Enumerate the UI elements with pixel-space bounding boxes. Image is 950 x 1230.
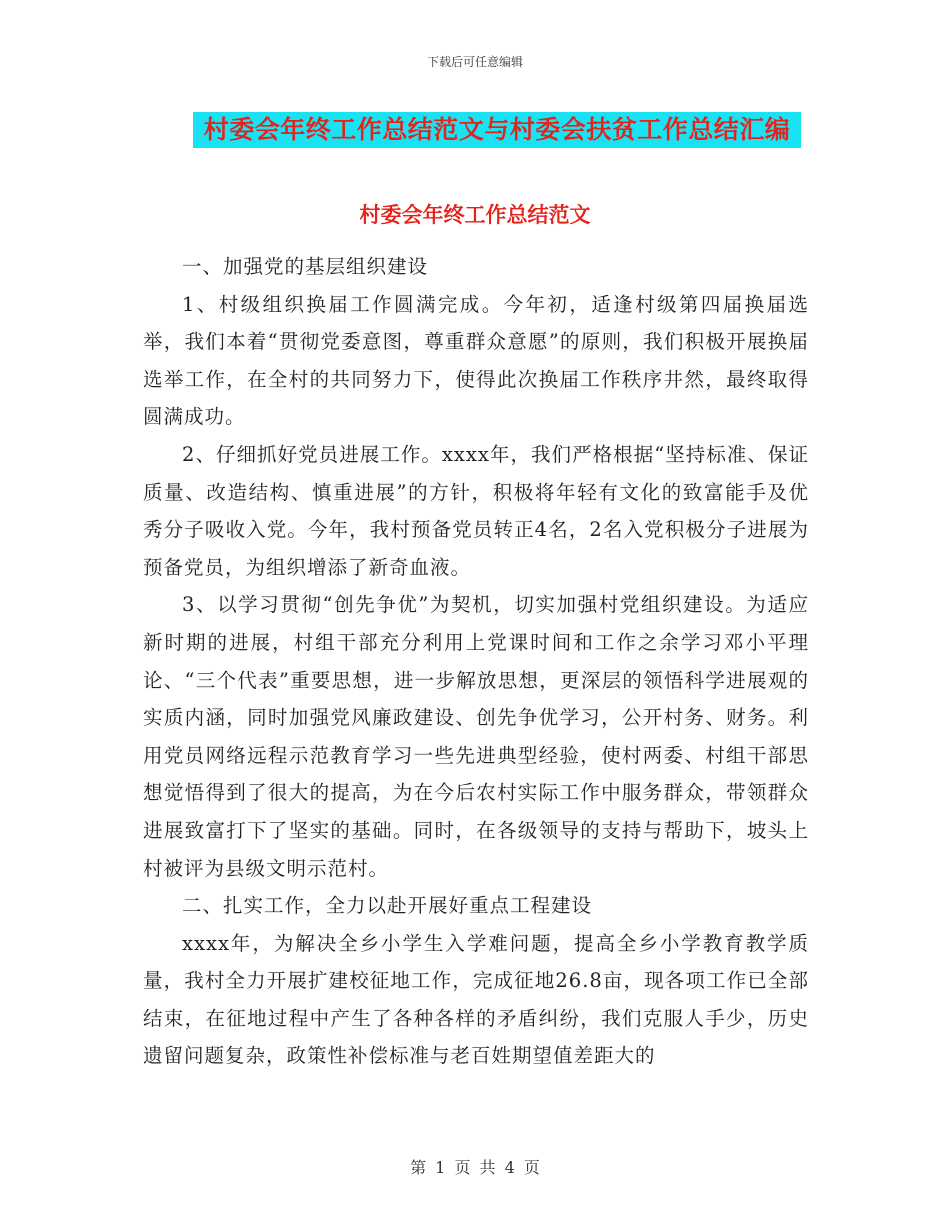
main-title: 村委会年终工作总结范文与村委会扶贫工作总结汇编 bbox=[203, 115, 791, 144]
heading-party-organization: 一、加强党的基层组织建设 bbox=[182, 255, 429, 278]
paragraph-create-excellence: 3、以学习贯彻“创先争优”为契机，切实加强村党组织建设。为适应新时期的进展，村组干部充分利用上党课时间和工作之余学习邓小平理论、“三个代表”重要思想，进一步解放思想，更深层的领悟科学进展观的实质内涵，同时加强党风廉政建设、创先争优学习，公开村务、财务。利用党员网络远程示范教育学习一些先进典型经验，使村两委、村组干部思想觉悟得到了很大的提高，为在今后农村实际工作中服务群众，带领群众进展致富打下了坚实的基础。同时，在各级领导的支持与帮助下，坡头上村被评为县级文明示范村。 bbox=[143, 593, 809, 880]
section-title: 村委会年终工作总结范文 bbox=[359, 202, 591, 227]
paragraph-election: 1、村级组织换届工作圆满完成。今年初，适逢村级第四届换届选举，我们本着“贯彻党委意图，尊重群众意愿”的原则，我们积极开展换届选举工作，在全村的共同努力下，使得此次换届工作秩序井然，最终取得圆满成功。 bbox=[143, 292, 809, 429]
document-body bbox=[143, 248, 809, 1075]
page-footer: 第 1 页 共 4 页 bbox=[410, 1158, 540, 1177]
paragraph-party-members: 2、仔细抓好党员进展工作。xxxx年，我们严格根据“坚持标准、保证质量、改造结构、慎重进展”的方针，积极将年轻有文化的致富能手及优秀分子吸收入党。今年，我村预备党员转正4名，2名入党积极分子进展为预备党员，为组织增添了新奇血液。 bbox=[143, 442, 809, 579]
main-title-highlight bbox=[193, 112, 801, 148]
paragraph-land-acquisition: xxxx年，为解决全乡小学生入学难问题，提高全乡小学教育教学质量，我村全力开展扩建校征地工作，完成征地26.8亩，现各项工作已全部结束，在征地过程中产生了各种各样的矛盾纠纷，我们克服人手少，历史遗留问题复杂，政策性补偿标准与老百姓期望值差距大的 bbox=[143, 931, 809, 1068]
heading-key-projects: 二、扎实工作，全力以赴开展好重点工程建设 bbox=[182, 894, 593, 918]
page-header-note: 下载后可任意编辑 bbox=[426, 55, 523, 69]
